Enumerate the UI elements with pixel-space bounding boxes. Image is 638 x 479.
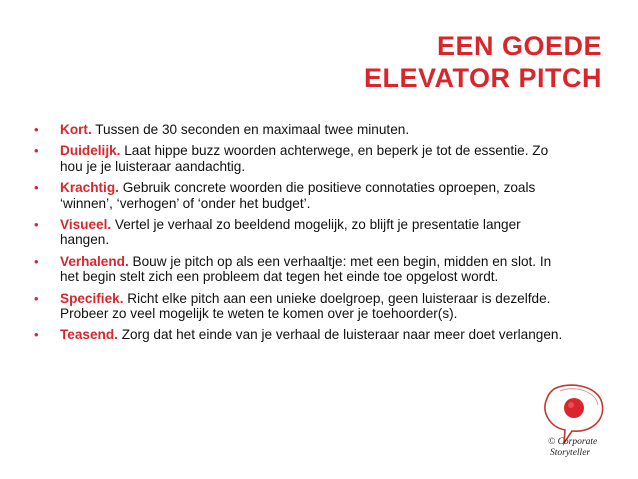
logo-line-1: © Corporate [548,437,598,447]
bullet-keyword: Teasend. [60,327,118,343]
title-line-2: ELEVATOR PITCH [363,63,602,93]
bullet-item [34,291,564,322]
bullet-dot-icon: • [34,253,39,269]
bullet-text: Vertel je verhaal zo beeldend mogelijk, zo blijft je presentatie langer hangen. [60,217,521,248]
bullet-item [34,122,564,137]
bullet-keyword: Specifiek. [60,290,124,306]
bullet-item [34,143,564,174]
bullet-item [34,217,564,248]
bullet-dot-icon: • [34,290,39,306]
bullet-dot-icon: • [34,122,39,137]
bullet-keyword: Duidelijk. [60,143,121,159]
corporate-storyteller-logo [540,383,610,473]
bullet-item [34,254,564,285]
title-line-1: EEN GOEDE [436,31,602,61]
bullet-keyword: Verhalend. [60,253,129,269]
bullet-keyword: Krachtig. [60,180,119,196]
bullet-dot-icon: • [34,327,39,343]
bullet-text: Gebruik concrete woorden die positieve connotaties oproepen, zoals ‘winnen’, ‘verhogen’ of ‘onder het budget’. [60,180,536,211]
bullet-text: Zorg dat het einde van je verhaal de luisteraar naar meer doet verlangen. [117,327,563,343]
bullet-keyword: Visueel. [60,217,112,233]
bullet-keyword: Kort. [60,122,92,137]
bullet-item [34,327,564,342]
red-dot-icon [564,398,584,418]
logo-line-2: Storyteller [550,448,591,458]
bullet-dot-icon: • [34,143,39,159]
slide-title [364,30,602,94]
bullet-text: Laat hippe buzz woorden achterwege, en beperk je tot de essentie. Zo hou je je luisteraar aandachtig. [60,143,549,174]
bullet-dot-icon: • [34,180,39,196]
bullet-dot-icon: • [34,217,39,233]
logo-text [548,437,597,459]
bullet-text: Tussen de 30 seconden en maximaal twee minuten. [91,122,410,137]
bullet-list [34,122,564,349]
bullet-item [34,180,564,211]
bullet-text: Richt elke pitch aan een unieke doelgroep, geen luisteraar is dezelfde. Probeer zo veel mogelijk te weten te komen over je toehoorder(s). [60,290,551,322]
bullet-text: Bouw je pitch op als een verhaaltje: met een begin, midden en slot. In het begin stelt zich een probleem dat tegen het einde toe opgelost wordt. [60,253,552,285]
